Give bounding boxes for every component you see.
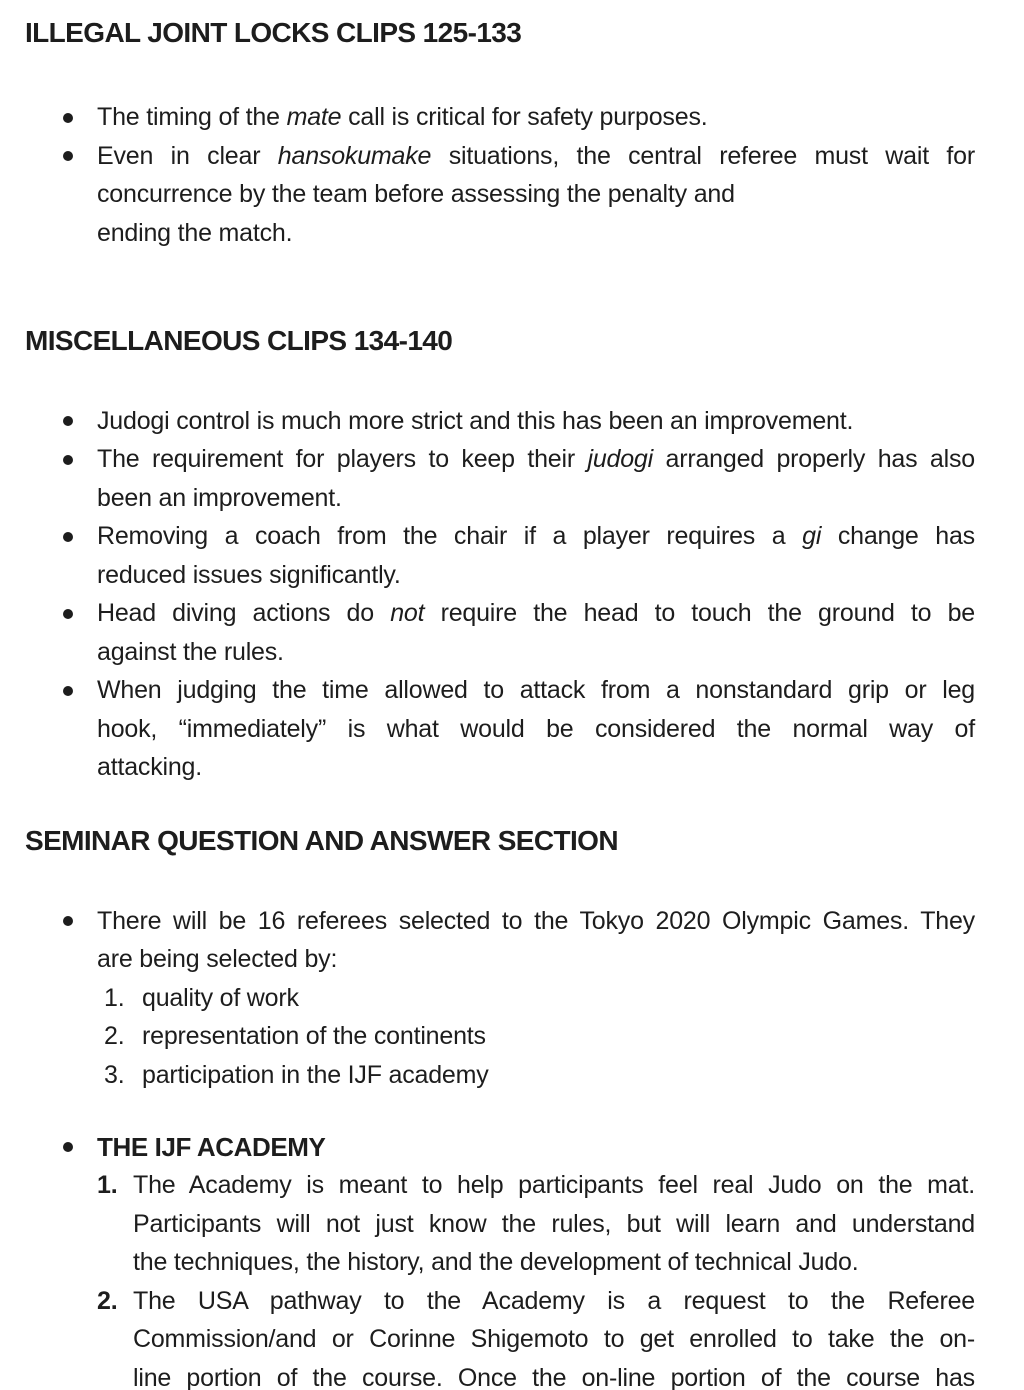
text-line: Commission/and or Corinne Shigemoto to get enrolled to take the on-	[133, 1325, 975, 1353]
text-line: line portion of the course. Once the on-line portion of the course has	[133, 1363, 975, 1390]
text-line: The USA pathway to the Academy is a request to the Referee	[133, 1286, 975, 1315]
list-number: 1.	[104, 983, 125, 1012]
bullet-item	[0, 1128, 1024, 1167]
bullet-dot-icon	[63, 416, 73, 426]
text-line: concurrence by the team before assessing the penalty and	[97, 180, 735, 208]
bullet-dot-icon	[63, 916, 73, 926]
bullet-dot-icon	[63, 609, 73, 619]
text-line: Judogi control is much more strict and this has been an improvement.	[97, 406, 854, 435]
bullet-dot-icon	[63, 686, 73, 696]
section-heading: MISCELLANEOUS CLIPS 134-140	[25, 324, 453, 356]
text-line: Even in clear hansokumake situations, the central referee must wait for	[97, 141, 975, 170]
text-line: against the rules.	[97, 637, 284, 666]
text-line: ending the match.	[97, 218, 293, 247]
text-line: attacking.	[97, 753, 203, 781]
bullet-item	[0, 902, 1024, 979]
numbered-item	[0, 979, 1024, 1018]
bullet-dot-icon	[63, 151, 73, 161]
bullet-item	[0, 137, 1024, 253]
item-list	[0, 902, 1024, 1390]
section-miscellaneous	[0, 322, 1024, 787]
text-line: reduced issues significantly.	[97, 560, 401, 589]
text-line: participation in the IJF academy	[142, 1060, 489, 1089]
bullet-item	[0, 671, 1024, 787]
text-line: THE IJF ACADEMY	[97, 1131, 326, 1162]
numbered-item	[0, 1017, 1024, 1056]
section-illegal-joint-locks	[0, 14, 1024, 252]
section-heading: ILLEGAL JOINT LOCKS CLIPS 125-133	[25, 17, 522, 48]
bullet-item	[0, 594, 1024, 671]
item-list	[0, 402, 1024, 787]
text-line: The requirement for players to keep their judogi arranged properly has also	[97, 445, 975, 473]
text-line: hook, “immediately” is what would be considered the normal way of	[97, 714, 975, 743]
numbered-item	[0, 1166, 1024, 1282]
bullet-dot-icon	[63, 532, 73, 542]
text-line: When judging the time allowed to attack from a nonstandard grip or leg	[97, 676, 975, 704]
list-number: 1.	[97, 1171, 118, 1199]
text-line: The timing of the mate call is critical for safety purposes.	[97, 103, 708, 131]
text-line: Removing a coach from the chair if a player requires a gi change has	[97, 522, 975, 550]
list-number: 2.	[104, 1022, 125, 1050]
bullet-dot-icon	[63, 455, 73, 465]
bullet-dot-icon	[63, 113, 73, 123]
text-line: representation of the continents	[142, 1022, 486, 1050]
bullet-dot-icon	[63, 1142, 73, 1152]
text-line: quality of work	[142, 983, 299, 1012]
text-line: are being selected by:	[97, 945, 338, 973]
section-heading: SEMINAR QUESTION AND ANSWER SECTION	[25, 824, 618, 856]
text-line: Participants will not just know the rules, but will learn and understand	[133, 1209, 975, 1238]
text-line: been an improvement.	[97, 483, 342, 512]
item-list	[0, 98, 1024, 252]
bullet-item	[0, 517, 1024, 594]
numbered-item	[0, 1056, 1024, 1095]
numbered-item	[0, 1282, 1024, 1390]
list-number: 3.	[104, 1060, 125, 1089]
section-seminar-qa	[0, 822, 1024, 1390]
bullet-item	[0, 440, 1024, 517]
text-line: Head diving actions do not require the head to touch the ground to be	[97, 599, 975, 627]
list-number: 2.	[97, 1286, 118, 1315]
text-line: The Academy is meant to help participants feel real Judo on the mat.	[133, 1171, 975, 1199]
bullet-item	[0, 402, 1024, 441]
text-line: the techniques, the history, and the development of technical Judo.	[133, 1248, 859, 1276]
text-line: There will be 16 referees selected to the Tokyo 2020 Olympic Games. They	[97, 906, 975, 935]
bullet-item	[0, 98, 1024, 137]
